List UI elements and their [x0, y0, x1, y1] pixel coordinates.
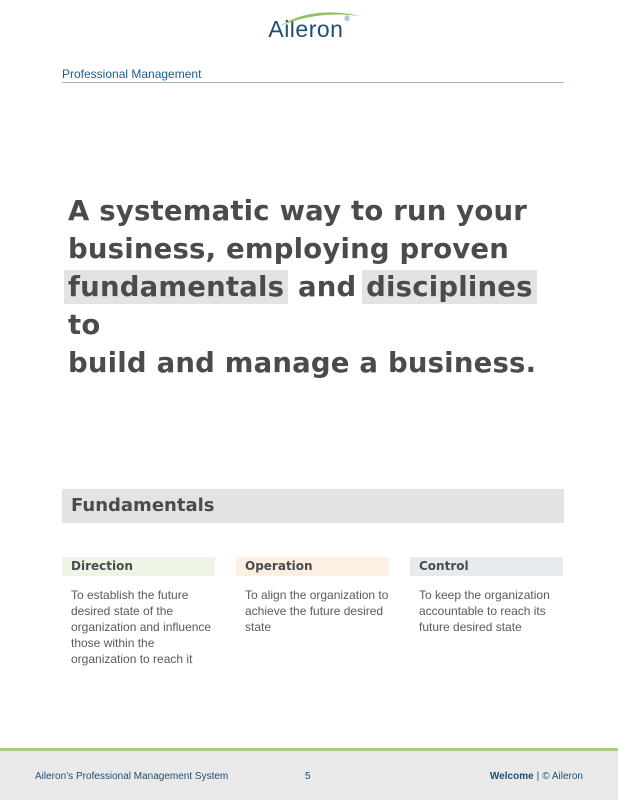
fundamentals-bar: [62, 489, 564, 523]
footer-separator: |: [536, 771, 540, 782]
highlight-disciplines: disciplines: [362, 270, 537, 304]
page-number: 5: [305, 771, 311, 782]
footer-copyright: © Aileron: [542, 771, 583, 782]
column-control: [410, 557, 563, 635]
column-operation: [236, 557, 389, 635]
headline: [68, 192, 568, 382]
section-label: Professional Management: [62, 67, 202, 81]
fundamentals-title: Fundamentals: [71, 495, 215, 516]
column-heading-bar: [62, 557, 215, 576]
column-heading-bar: [410, 557, 563, 576]
aileron-logo: [0, 16, 618, 43]
logo-text: Aileron: [268, 16, 344, 42]
column-heading-bar: [236, 557, 389, 576]
column-text: To align the organization to achieve the future desired state: [245, 588, 389, 634]
headline-line-1: A systematic way to run your: [68, 195, 528, 227]
highlight-fundamentals: fundamentals: [64, 270, 288, 304]
headline-and: and: [297, 271, 357, 303]
column-heading: Control: [419, 559, 469, 573]
column-direction: [62, 557, 215, 667]
footer-section: [490, 771, 583, 782]
column-text: To establish the future desired state of the organization and influence those within the organization to reach it: [71, 588, 212, 666]
headline-line-2: business, employing proven: [68, 233, 510, 265]
header-divider: [62, 82, 564, 83]
logo-registered-mark: ®: [344, 16, 350, 23]
column-heading: Operation: [245, 559, 313, 573]
swoosh-icon: [278, 10, 362, 28]
column-heading: Direction: [71, 559, 133, 573]
footer: [0, 751, 618, 800]
footer-publication-title: Aileron’s Professional Management System: [35, 771, 229, 782]
headline-line-4: build and manage a business.: [68, 347, 537, 379]
headline-to: to: [68, 309, 101, 341]
column-text: To keep the organization accountable to reach its future desired state: [419, 588, 550, 634]
footer-section-name: Welcome: [489, 771, 534, 782]
headline-line-3: [68, 268, 568, 344]
